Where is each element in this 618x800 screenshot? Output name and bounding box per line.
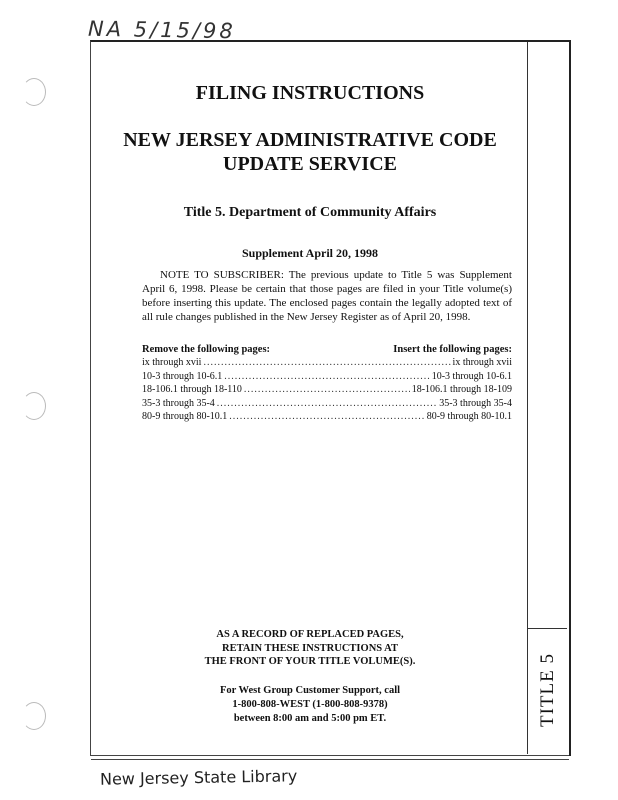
dot-leader [224,370,429,384]
tab-divider [527,628,567,629]
insert-header: Insert the following pages: [393,344,512,355]
title-line: Title 5. Department of Community Affairs [183,205,437,220]
dot-leader [217,397,437,411]
support-hours: between 8:00 am and 5:00 pm ET. [233,713,387,724]
dot-leader [203,356,450,370]
title-tab [530,640,566,740]
frame-bottom-rule [91,759,569,760]
supplement-date: Supplement April 20, 1998 [241,246,379,260]
title-tab-label: TITLE 5 [537,652,559,728]
remove-header: Remove the following pages: [142,344,271,355]
punch-hole [22,702,46,730]
table-row [142,397,512,411]
remove-pages: 10-3 through 10-6.1 [142,370,223,382]
table-header [142,344,512,355]
frame-bottom-rule [91,755,569,756]
remove-pages: 18-106.1 through 18-110 [142,384,242,395]
code-heading-line: NEW JERSEY ADMINISTRATIVE CODE [123,129,497,151]
page-replacement-table [142,344,512,424]
record-instructions [100,628,520,669]
record-line: RETAIN THESE INSTRUCTIONS AT [222,642,398,654]
code-heading [100,128,520,176]
table-row [142,356,512,370]
support-phone: 1-800-808-WEST (1-800-808-9378) [232,699,388,710]
dot-leader [244,383,410,397]
page-title: FILING INSTRUCTIONS [195,82,425,104]
insert-pages: 10-3 through 10-6.1 [431,370,512,382]
table-row [142,370,512,384]
insert-pages: 35-3 through 35-4 [439,397,512,409]
library-stamp: New Jersey State Library [99,766,298,789]
record-line: AS A RECORD OF REPLACED PAGES, [216,629,404,640]
remove-pages: 35-3 through 35-4 [142,397,215,409]
support-line: For West Group Customer Support, call [219,685,401,696]
dot-leader [229,410,424,424]
punch-hole [22,78,46,106]
remove-pages: 80-9 through 80-10.1 [142,411,228,422]
subscriber-note: NOTE TO SUBSCRIBER: The previous update to Title 5 was Supplement April 6, 1998. Please be certain that those pages are filed in your Title volume(s) before inserting this update. The enclosed pages contain the legally adopted text of all rule changes published in the New Jersey Register as of April 20, 1998. [142,269,512,323]
table-row [142,383,512,397]
insert-pages: 80-9 through 80-10.1 [426,411,512,422]
handwritten-note: NA 5/15/98 [87,16,236,44]
insert-pages: ix through xvii [452,357,512,368]
insert-pages: 18-106.1 through 18-109 [411,384,512,395]
tab-spine-line [527,42,528,754]
customer-support [100,684,520,726]
table-row [142,410,512,424]
record-line: THE FRONT OF YOUR TITLE VOLUME(S). [204,656,416,667]
remove-pages: ix through xvii [142,357,202,368]
punch-hole [22,392,46,420]
code-heading-line: UPDATE SERVICE [223,153,397,175]
